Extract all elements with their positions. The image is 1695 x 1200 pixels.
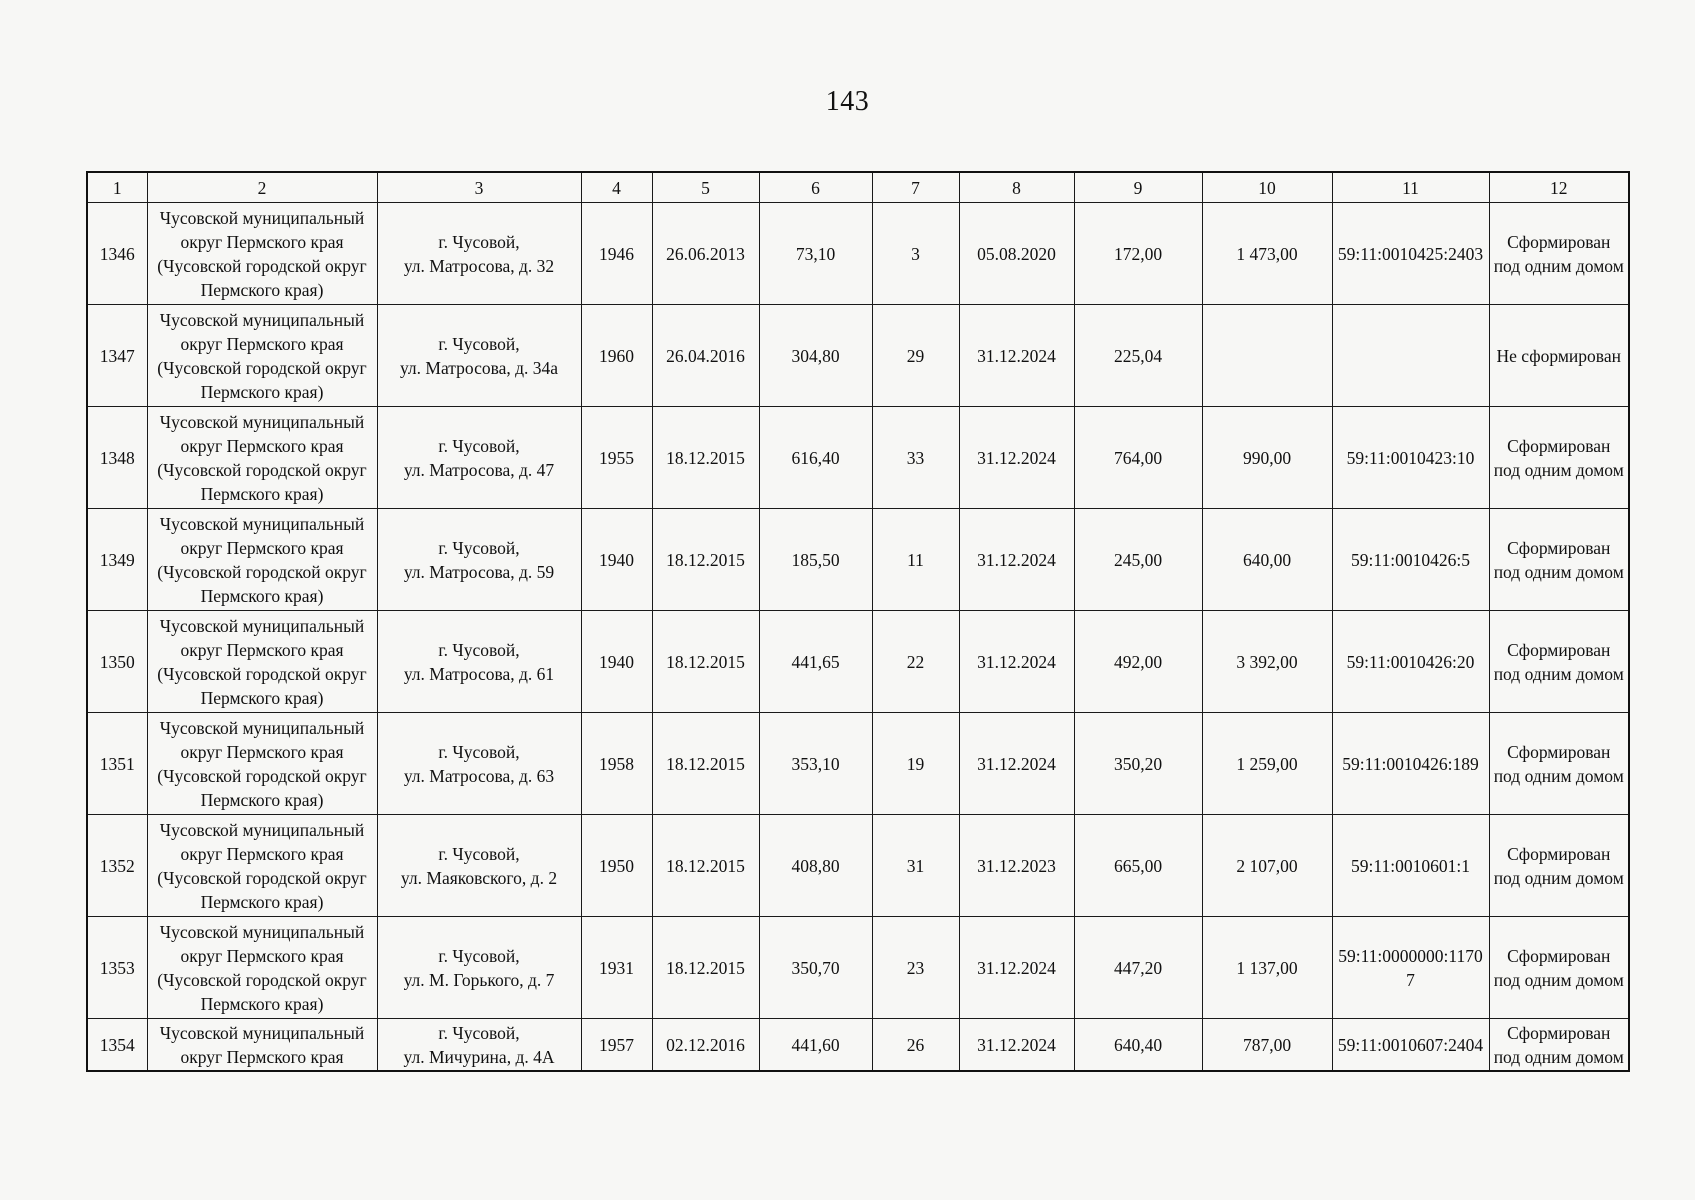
row-number-cell: 1349 [87,509,147,611]
count-cell: 19 [872,713,959,815]
cadastral-number-cell [1332,407,1489,509]
status-line: под одним домом [1493,867,1624,888]
address-line: ул. Матросова, д. 61 [403,663,555,684]
column-header-5: 5 [652,172,759,203]
municipality-line: (Чусовской городской округ [157,357,367,378]
municipality-line: округ Пермского края [180,231,344,252]
area2-cell: 225,04 [1074,305,1202,407]
cadastral-number-line: 7 [1406,969,1415,990]
status-cell [1489,611,1629,713]
land-area-cell: 990,00 [1202,407,1332,509]
cadastral-number-cell [1332,305,1489,407]
municipality-line: округ Пермского края [180,333,344,354]
area2-cell: 350,20 [1074,713,1202,815]
row-number-cell: 1348 [87,407,147,509]
area-cell: 353,10 [759,713,872,815]
status-cell [1489,1019,1629,1072]
table-row [87,509,1629,611]
deadline-cell: 31.12.2024 [959,407,1074,509]
cadastral-number-cell [1332,203,1489,305]
municipality-cell [147,815,377,917]
status-cell [1489,305,1629,407]
area-cell: 350,70 [759,917,872,1019]
header-row [87,172,1629,203]
date-cell: 18.12.2015 [652,917,759,1019]
municipality-line: Пермского края) [200,789,324,810]
status-cell [1489,203,1629,305]
address-cell [377,815,581,917]
count-cell: 26 [872,1019,959,1072]
municipality-line: округ Пермского края [180,639,344,660]
area2-cell: 665,00 [1074,815,1202,917]
count-cell: 11 [872,509,959,611]
cadastral-number-line: 59:11:0010425:2403 [1337,243,1484,264]
address-line: г. Чусовой, [438,843,520,864]
address-cell [377,917,581,1019]
municipality-line: (Чусовской городской округ [157,867,367,888]
status-line: под одним домом [1493,561,1624,582]
municipality-line: Чусовской муниципальный [159,615,365,636]
status-cell [1489,815,1629,917]
table-body [87,203,1629,1072]
year-cell: 1946 [581,203,652,305]
cadastral-number-line: 59:11:0010426:5 [1351,549,1470,570]
municipality-line: Пермского края) [200,993,324,1014]
address-line: г. Чусовой, [438,231,520,252]
cadastral-number-line: 59:11:0010601:1 [1351,855,1470,876]
column-header-8: 8 [959,172,1074,203]
cadastral-number-cell [1332,611,1489,713]
deadline-cell: 31.12.2024 [959,1019,1074,1072]
area-cell: 441,65 [759,611,872,713]
year-cell: 1955 [581,407,652,509]
cadastral-number-line: 59:11:0010423:10 [1346,447,1475,468]
municipality-line: Пермского края) [200,891,324,912]
column-header-10: 10 [1202,172,1332,203]
date-cell: 26.04.2016 [652,305,759,407]
municipality-line: Чусовской муниципальный [159,411,365,432]
year-cell: 1950 [581,815,652,917]
area-cell: 616,40 [759,407,872,509]
municipality-line: округ Пермского края [180,435,344,456]
table-row [87,713,1629,815]
deadline-cell: 31.12.2023 [959,815,1074,917]
deadline-cell: 31.12.2024 [959,917,1074,1019]
address-line: ул. Матросова, д. 34а [399,357,559,378]
status-line: Сформирован [1507,435,1611,456]
count-cell: 3 [872,203,959,305]
address-line: г. Чусовой, [438,537,520,558]
status-line: под одним домом [1493,459,1624,480]
cadastral-number-cell [1332,917,1489,1019]
cadastral-number-line: 59:11:0010426:20 [1346,651,1475,672]
land-area-cell: 3 392,00 [1202,611,1332,713]
municipality-cell [147,305,377,407]
area-cell: 408,80 [759,815,872,917]
municipality-line: округ Пермского края [180,945,344,966]
municipality-line: округ Пермского края [180,537,344,558]
land-area-cell: 1 473,00 [1202,203,1332,305]
cadastral-number-line: 59:11:0000000:1170 [1338,945,1483,966]
cadastral-number-cell [1332,509,1489,611]
address-cell [377,509,581,611]
column-header-11: 11 [1332,172,1489,203]
year-cell: 1957 [581,1019,652,1072]
address-line: г. Чусовой, [438,741,520,762]
year-cell: 1940 [581,509,652,611]
municipality-line: Чусовской муниципальный [159,1022,365,1043]
table-row [87,611,1629,713]
address-line: ул. М. Горького, д. 7 [403,969,555,990]
address-line: ул. Матросова, д. 47 [403,459,555,480]
column-header-12: 12 [1489,172,1629,203]
address-cell [377,1019,581,1072]
row-number-cell: 1353 [87,917,147,1019]
status-line: Сформирован [1507,843,1611,864]
date-cell: 18.12.2015 [652,713,759,815]
address-line: ул. Маяковского, д. 2 [400,867,558,888]
year-cell: 1960 [581,305,652,407]
year-cell: 1958 [581,713,652,815]
status-line: Сформирован [1507,1022,1611,1043]
land-area-cell: 787,00 [1202,1019,1332,1072]
municipality-line: (Чусовской городской округ [157,459,367,480]
address-cell [377,713,581,815]
address-cell [377,203,581,305]
municipality-line: округ Пермского края [180,1046,344,1067]
table-row [87,203,1629,305]
deadline-cell: 31.12.2024 [959,713,1074,815]
status-cell [1489,407,1629,509]
status-line: Сформирован [1507,537,1611,558]
column-header-2: 2 [147,172,377,203]
area-cell: 304,80 [759,305,872,407]
status-cell [1489,713,1629,815]
address-line: ул. Мичурина, д. 4А [403,1046,555,1067]
table-row [87,815,1629,917]
table-row [87,1019,1629,1072]
municipality-line: Чусовской муниципальный [159,921,365,942]
municipality-cell [147,509,377,611]
municipality-cell [147,917,377,1019]
status-line: под одним домом [1493,969,1624,990]
date-cell: 02.12.2016 [652,1019,759,1072]
row-number-cell: 1351 [87,713,147,815]
cadastral-number-line: 59:11:0010607:2404 [1337,1034,1484,1055]
address-line: ул. Матросова, д. 63 [403,765,555,786]
date-cell: 18.12.2015 [652,509,759,611]
area2-cell: 764,00 [1074,407,1202,509]
row-number-cell: 1347 [87,305,147,407]
address-line: ул. Матросова, д. 59 [403,561,555,582]
status-cell [1489,917,1629,1019]
area-cell: 441,60 [759,1019,872,1072]
year-cell: 1931 [581,917,652,1019]
table-row [87,917,1629,1019]
address-line: г. Чусовой, [438,639,520,660]
row-number-cell: 1354 [87,1019,147,1072]
status-line: под одним домом [1493,255,1624,276]
status-cell [1489,509,1629,611]
municipality-cell [147,407,377,509]
municipality-line: (Чусовской городской округ [157,561,367,582]
status-line: Сформирован [1507,741,1611,762]
count-cell: 31 [872,815,959,917]
column-header-7: 7 [872,172,959,203]
municipality-line: Пермского края) [200,483,324,504]
municipality-line: Чусовской муниципальный [159,819,365,840]
municipality-line: Пермского края) [200,381,324,402]
address-line: ул. Матросова, д. 32 [403,255,555,276]
cadastral-number-line: 59:11:0010426:189 [1342,753,1479,774]
municipality-line: Пермского края) [200,687,324,708]
column-header-3: 3 [377,172,581,203]
municipality-line: Чусовской муниципальный [159,717,365,738]
row-number-cell: 1350 [87,611,147,713]
land-area-cell [1202,305,1332,407]
municipality-line: (Чусовской городской округ [157,969,367,990]
area2-cell: 492,00 [1074,611,1202,713]
municipality-cell [147,203,377,305]
cadastral-number-cell [1332,815,1489,917]
land-area-cell: 1 137,00 [1202,917,1332,1019]
address-cell [377,407,581,509]
count-cell: 29 [872,305,959,407]
address-cell [377,305,581,407]
area2-cell: 640,40 [1074,1019,1202,1072]
status-line: под одним домом [1493,765,1624,786]
municipality-line: Чусовской муниципальный [159,309,365,330]
status-line: под одним домом [1493,1046,1624,1067]
municipality-line: округ Пермского края [180,843,344,864]
deadline-cell: 31.12.2024 [959,509,1074,611]
deadline-cell: 31.12.2024 [959,611,1074,713]
status-line: Сформирован [1507,945,1611,966]
housing-registry-table [86,171,1630,1072]
date-cell: 18.12.2015 [652,815,759,917]
municipality-line: (Чусовской городской округ [157,663,367,684]
land-area-cell: 2 107,00 [1202,815,1332,917]
count-cell: 23 [872,917,959,1019]
status-line: Не сформирован [1496,345,1621,366]
cadastral-number-cell [1332,713,1489,815]
municipality-cell [147,713,377,815]
count-cell: 22 [872,611,959,713]
column-header-9: 9 [1074,172,1202,203]
date-cell: 18.12.2015 [652,611,759,713]
count-cell: 33 [872,407,959,509]
column-header-6: 6 [759,172,872,203]
municipality-line: Пермского края) [200,279,324,300]
municipality-line: округ Пермского края [180,741,344,762]
status-line: Сформирован [1507,231,1611,252]
area2-cell: 172,00 [1074,203,1202,305]
page-number: 143 [825,86,870,117]
area2-cell: 447,20 [1074,917,1202,1019]
year-cell: 1940 [581,611,652,713]
area-cell: 185,50 [759,509,872,611]
municipality-cell [147,1019,377,1072]
address-line: г. Чусовой, [438,1022,520,1043]
cadastral-number-cell [1332,1019,1489,1072]
municipality-line: (Чусовской городской округ [157,765,367,786]
address-line: г. Чусовой, [438,435,520,456]
municipality-line: Чусовской муниципальный [159,207,365,228]
column-header-4: 4 [581,172,652,203]
address-line: г. Чусовой, [438,333,520,354]
land-area-cell: 640,00 [1202,509,1332,611]
land-area-cell: 1 259,00 [1202,713,1332,815]
municipality-line: (Чусовской городской округ [157,255,367,276]
date-cell: 26.06.2013 [652,203,759,305]
address-line: г. Чусовой, [438,945,520,966]
column-header-1: 1 [87,172,147,203]
area2-cell: 245,00 [1074,509,1202,611]
table-row [87,407,1629,509]
deadline-cell: 31.12.2024 [959,305,1074,407]
deadline-cell: 05.08.2020 [959,203,1074,305]
area-cell: 73,10 [759,203,872,305]
row-number-cell: 1352 [87,815,147,917]
status-line: под одним домом [1493,663,1624,684]
date-cell: 18.12.2015 [652,407,759,509]
municipality-line: Пермского края) [200,585,324,606]
status-line: Сформирован [1507,639,1611,660]
row-number-cell: 1346 [87,203,147,305]
address-cell [377,611,581,713]
municipality-line: Чусовской муниципальный [159,513,365,534]
municipality-cell [147,611,377,713]
table-row [87,305,1629,407]
